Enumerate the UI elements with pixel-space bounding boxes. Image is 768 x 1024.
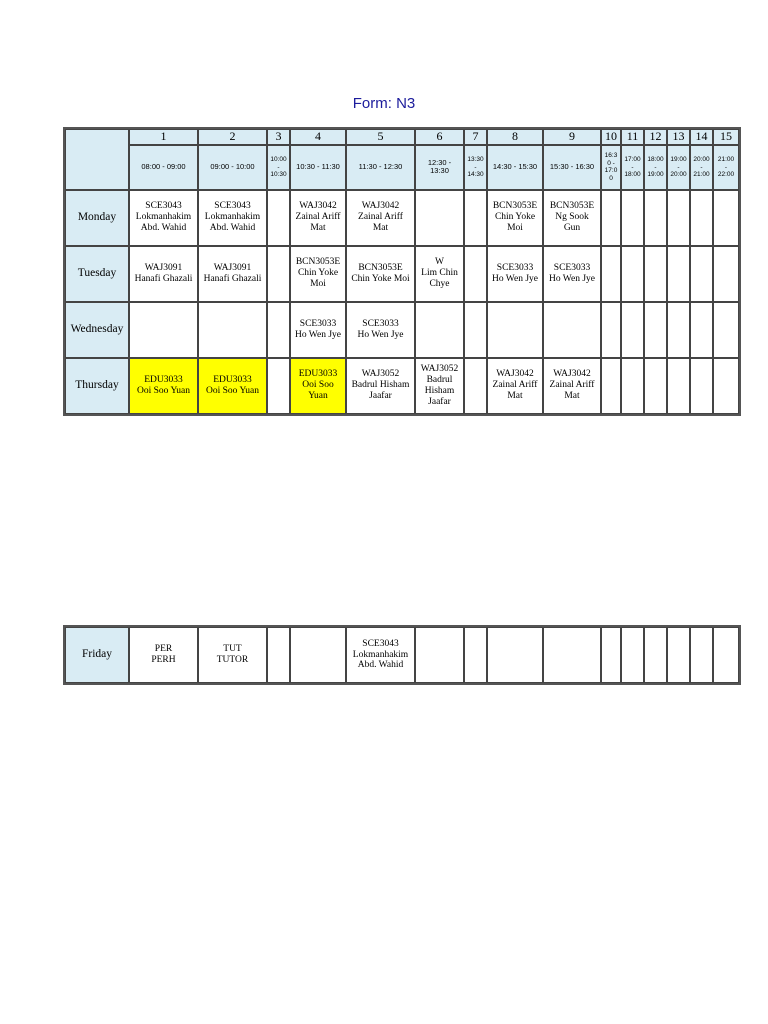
friday-timetable	[63, 625, 741, 685]
timetable-cell	[415, 627, 464, 683]
timetable-cell	[644, 627, 667, 683]
cell-line: Abd. Wahid	[140, 223, 187, 234]
cell-line: 20:00	[670, 171, 687, 179]
cell-line: Lokmanhakim	[135, 212, 192, 223]
period-time	[464, 145, 487, 190]
period-number: 1	[129, 129, 198, 145]
period-number: 12	[644, 129, 667, 145]
cell-line: SCE3043	[214, 201, 251, 212]
day-label: Wednesday	[65, 302, 129, 358]
cell-line: SCE3043	[362, 638, 399, 649]
cell-line: Lokmanhakim	[204, 212, 261, 223]
period-number: 15	[713, 129, 739, 145]
timetable-cell	[621, 246, 644, 302]
cell-line: Jaafar	[428, 396, 451, 407]
timetable-cell	[690, 358, 713, 414]
cell-line: 19:00	[670, 156, 687, 164]
corner-cell	[65, 129, 129, 190]
period-time	[290, 145, 346, 190]
timetable-cell	[129, 627, 198, 683]
day-label: Tuesday	[65, 246, 129, 302]
timetable-cell	[543, 246, 601, 302]
timetable-cell	[487, 246, 543, 302]
timetable-cell	[464, 190, 487, 246]
timetable-cell	[346, 246, 415, 302]
period-number: 5	[346, 129, 415, 145]
day-label: Friday	[65, 627, 129, 683]
day-row	[65, 358, 739, 414]
timetable-cell	[415, 358, 464, 414]
timetable-cell	[198, 190, 267, 246]
timetable-cell	[290, 627, 346, 683]
cell-line: TUT	[223, 644, 242, 655]
period-number: 11	[621, 129, 644, 145]
cell-line: 13:30	[467, 156, 484, 164]
timetable-cell	[621, 627, 644, 683]
cell-line: 17:00	[624, 156, 641, 164]
cell-line: Ooi Soo	[302, 380, 334, 391]
cell-line: 14:30 - 15:30	[492, 161, 538, 171]
timetable-cell	[487, 358, 543, 414]
cell-line: Zainal Ariff	[358, 212, 403, 223]
timetable-cell	[198, 358, 267, 414]
day-row	[65, 190, 739, 246]
cell-line: 19:00	[647, 171, 664, 179]
day-label: Thursday	[65, 358, 129, 414]
timetable-cell	[601, 358, 621, 414]
period-number: 3	[267, 129, 290, 145]
timetable-cell	[290, 190, 346, 246]
cell-line: Badrul Hisham	[351, 380, 410, 391]
timetable-cell	[198, 302, 267, 358]
period-time	[267, 145, 290, 190]
cell-line: EDU3033	[298, 369, 338, 380]
cell-line: WAJ3042	[496, 369, 534, 380]
cell-line: EDU3033	[144, 374, 183, 385]
cell-line: Mat	[310, 223, 326, 234]
cell-line: Ooi Soo Yuan	[206, 385, 259, 396]
cell-line: 10:30 - 11:30	[296, 161, 340, 171]
cell-line: 10:30	[270, 171, 287, 179]
timetable-cell	[644, 358, 667, 414]
timetable-cell	[129, 246, 198, 302]
cell-line: Mat	[507, 391, 523, 402]
period-time	[601, 145, 621, 190]
period-time	[129, 145, 198, 190]
timetable-cell	[346, 302, 415, 358]
cell-line: 09:00 - 10:00	[210, 161, 255, 171]
cell-line: PER	[154, 644, 173, 655]
cell-line: 21:00	[717, 156, 735, 164]
period-number: 7	[464, 129, 487, 145]
cell-line: WAJ3042	[361, 201, 400, 212]
cell-line: Ho Wen Jye	[294, 329, 342, 340]
period-time	[415, 145, 464, 190]
cell-line: Zainal Ariff	[549, 380, 595, 391]
cell-line: BCN3053E	[549, 201, 595, 212]
period-time	[690, 145, 713, 190]
timetable-cell	[290, 358, 346, 414]
timetable-cell	[644, 302, 667, 358]
timetable-cell	[267, 627, 290, 683]
timetable-cell	[543, 358, 601, 414]
cell-line: PERH	[151, 655, 176, 665]
cell-line: 18:00	[647, 156, 664, 164]
cell-line: Zainal Ariff	[295, 212, 341, 223]
cell-line: 22:00	[717, 171, 735, 179]
cell-line: 11:30 - 12:30	[358, 161, 403, 171]
timetable-cell	[415, 302, 464, 358]
cell-line: Hisham	[424, 385, 455, 396]
cell-line: W	[435, 257, 444, 268]
timetable-cell	[621, 358, 644, 414]
timetable-cell	[464, 627, 487, 683]
cell-line: BCN3053E	[492, 201, 538, 212]
period-time	[346, 145, 415, 190]
cell-line: Mat	[564, 391, 580, 402]
cell-line: WAJ3052	[361, 369, 400, 380]
timetable-cell	[667, 302, 690, 358]
cell-line: BCN3053E	[295, 257, 341, 268]
day-row	[65, 627, 739, 683]
timetable-cell	[346, 358, 415, 414]
timetable-cell	[290, 246, 346, 302]
timetable-cell	[267, 246, 290, 302]
cell-line: Hanafi Ghazali	[134, 273, 193, 284]
cell-line: Lim Chin	[421, 268, 458, 279]
cell-line: Jaafar	[369, 391, 392, 402]
period-number: 6	[415, 129, 464, 145]
timetable-cell	[464, 302, 487, 358]
cell-line: Chye	[429, 279, 450, 290]
cell-line: SCE3033	[299, 318, 337, 329]
cell-line: Ng Sook	[555, 212, 589, 223]
cell-line: Abd. Wahid	[209, 223, 256, 234]
timetable-cell	[129, 358, 198, 414]
cell-line: 10:00	[270, 156, 287, 164]
timetable-cell	[713, 246, 739, 302]
cell-line: Moi	[507, 223, 523, 234]
timetable-cell	[621, 302, 644, 358]
cell-line: Badrul	[426, 374, 453, 385]
cell-line: WAJ3052	[420, 363, 459, 374]
timetable-cell	[129, 190, 198, 246]
cell-line: 14:30	[467, 171, 484, 179]
period-time	[644, 145, 667, 190]
cell-line: Ho Wen Jye	[548, 273, 596, 284]
timetable-cell	[621, 190, 644, 246]
cell-line: WAJ3042	[299, 201, 337, 212]
cell-line: Gun	[563, 223, 581, 234]
cell-line: Chin Yoke	[297, 268, 339, 279]
timetable-cell	[415, 190, 464, 246]
timetable-cell	[415, 246, 464, 302]
timetable-cell	[667, 246, 690, 302]
cell-line: 08:00 - 09:00	[141, 161, 186, 171]
timetable-cell	[543, 627, 601, 683]
timetable-cell	[198, 246, 267, 302]
day-label: Monday	[65, 190, 129, 246]
cell-line: BCN3053E	[358, 262, 403, 273]
cell-line: 21:00	[693, 171, 710, 179]
cell-line: 0	[609, 174, 613, 182]
timetable-cell	[267, 358, 290, 414]
timetable-cell	[290, 302, 346, 358]
cell-line: 12:30 -	[427, 157, 452, 167]
cell-line: 18:00	[624, 171, 641, 179]
timetable-cell	[267, 190, 290, 246]
cell-line: 16:3	[604, 152, 618, 160]
cell-line: -	[631, 163, 634, 171]
timetable-cell	[464, 358, 487, 414]
timetable-cell	[690, 246, 713, 302]
timetable-cell	[267, 302, 290, 358]
cell-line: 15:30 - 16:30	[549, 161, 595, 171]
cell-line: Ho Wen Jye	[357, 329, 404, 340]
cell-line: Lokmanhakim	[352, 649, 409, 660]
period-number: 10	[601, 129, 621, 145]
cell-line: TUTOR	[216, 655, 249, 665]
period-number: 2	[198, 129, 267, 145]
timetable-cell	[713, 358, 739, 414]
timetable-cell	[690, 302, 713, 358]
period-time	[621, 145, 644, 190]
cell-line: EDU3033	[213, 374, 252, 385]
cell-line: Zainal Ariff	[492, 380, 538, 391]
period-number-row	[65, 129, 739, 145]
form-title: Form: N3	[352, 95, 416, 112]
timetable	[63, 127, 741, 416]
period-number: 8	[487, 129, 543, 145]
timetable-cell	[346, 190, 415, 246]
cell-line: -	[724, 163, 728, 171]
timetable-cell	[601, 302, 621, 358]
timetable-cell	[713, 627, 739, 683]
timetable-cell	[601, 246, 621, 302]
cell-line: -	[277, 163, 280, 171]
timetable-cell	[487, 302, 543, 358]
timetable-cell	[690, 190, 713, 246]
period-number: 4	[290, 129, 346, 145]
cell-line: Ooi Soo Yuan	[137, 385, 190, 396]
timetable-cell	[644, 190, 667, 246]
timetable-cell	[690, 627, 713, 683]
timetable-cell	[487, 627, 543, 683]
cell-line: Ho Wen Jye	[491, 273, 539, 284]
period-number: 9	[543, 129, 601, 145]
cell-line: Chin Yoke Moi	[351, 273, 410, 284]
period-time	[543, 145, 601, 190]
timetable-cell	[487, 190, 543, 246]
cell-line: Moi	[310, 279, 326, 290]
timetable-cell	[713, 302, 739, 358]
period-time	[487, 145, 543, 190]
cell-line: Abd. Wahid	[357, 660, 404, 671]
cell-line: SCE3033	[362, 318, 399, 329]
cell-line: SCE3033	[553, 262, 591, 273]
cell-line: SCE3043	[145, 201, 182, 212]
day-row	[65, 302, 739, 358]
cell-line: Hanafi Ghazali	[203, 273, 262, 284]
cell-line: WAJ3091	[213, 262, 252, 273]
period-number: 14	[690, 129, 713, 145]
cell-line: 0 -	[607, 159, 615, 167]
cell-line: -	[654, 163, 657, 171]
period-number: 13	[667, 129, 690, 145]
timetable-cell	[667, 627, 690, 683]
timetable-cell	[543, 190, 601, 246]
cell-line: -	[474, 163, 477, 171]
timetable-cell	[346, 627, 415, 683]
cell-line: -	[677, 163, 680, 171]
cell-line: SCE3033	[496, 262, 534, 273]
timetable-cell	[667, 358, 690, 414]
period-time	[667, 145, 690, 190]
cell-line: Chin Yoke	[494, 212, 536, 223]
cell-line: -	[700, 163, 703, 171]
cell-line: Yuan	[308, 391, 328, 402]
timetable-cell	[601, 627, 621, 683]
timetable-cell	[601, 190, 621, 246]
cell-line: 17:0	[604, 167, 618, 175]
cell-line: 20:00	[693, 156, 710, 164]
timetable-cell	[713, 190, 739, 246]
cell-line: 13:30	[430, 166, 449, 176]
timetable-cell	[198, 627, 267, 683]
day-row	[65, 246, 739, 302]
period-time-row	[65, 145, 739, 190]
cell-line: Mat	[372, 223, 389, 234]
cell-line: WAJ3091	[144, 262, 183, 273]
period-time	[198, 145, 267, 190]
cell-line: WAJ3042	[553, 369, 591, 380]
timetable-cell	[644, 246, 667, 302]
timetable-cell	[464, 246, 487, 302]
period-time	[713, 145, 739, 190]
timetable-cell	[667, 190, 690, 246]
timetable-cell	[129, 302, 198, 358]
timetable-cell	[543, 302, 601, 358]
